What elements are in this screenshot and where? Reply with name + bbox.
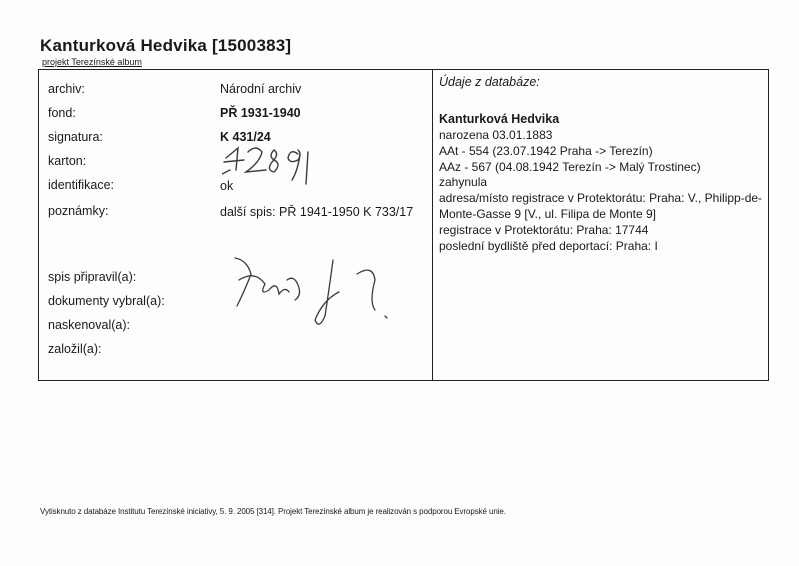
label-zalozil: založil(a): bbox=[48, 342, 102, 356]
db-line-address: adresa/místo registrace v Protektorátu: Praha: V., Philipp-de-Monte-Gasse 9 [V., ul. Filipa de Monte 9] bbox=[439, 191, 763, 221]
db-line-transport-1: AAt - 554 (23.07.1942 Praha -> Terezín) bbox=[439, 143, 653, 158]
value-identifikace: ok bbox=[220, 179, 234, 193]
database-heading: Údaje z databáze: bbox=[439, 75, 540, 89]
label-identifikace: identifikace: bbox=[48, 178, 115, 192]
db-line-fate: zahynula bbox=[439, 175, 488, 190]
project-link[interactable]: projekt Terezínské album bbox=[42, 57, 142, 67]
card-divider bbox=[432, 69, 433, 381]
value-poznamky: další spis: PŘ 1941-1950 K 733/17 bbox=[220, 205, 414, 219]
label-dokumenty-vybral: dokumenty vybral(a): bbox=[48, 294, 165, 308]
handwritten-karton-number bbox=[222, 140, 332, 190]
value-signatura: K 431/24 bbox=[220, 130, 271, 144]
db-line-registration: registrace v Protektorátu: Praha: 17744 bbox=[439, 222, 649, 237]
db-line-transport-2: AAz - 567 (04.08.1942 Terezín -> Malý Trostinec) bbox=[439, 159, 701, 174]
label-poznamky: poznámky: bbox=[48, 204, 109, 218]
db-line-birth: narozena 03.01.1883 bbox=[439, 128, 553, 142]
value-fond: PŘ 1931-1940 bbox=[220, 106, 301, 120]
label-archiv: archiv: bbox=[48, 82, 85, 96]
value-archiv: Národní archiv bbox=[220, 82, 302, 96]
label-spis-pripravil: spis připravil(a): bbox=[48, 270, 137, 284]
print-footer: Vytisknuto z databáze Institutu Terezínské iniciativy, 5. 9. 2005 [314]. Projekt Terezínské album je realizován s podporou Evropské unie. bbox=[40, 507, 506, 516]
label-fond: fond: bbox=[48, 106, 76, 120]
db-line-last-residence: poslední bydliště před deportací: Praha: I bbox=[439, 238, 658, 253]
label-naskenoval: naskenoval(a): bbox=[48, 318, 130, 332]
signature-mark bbox=[225, 250, 405, 335]
database-person-name: Kanturková Hedvika bbox=[439, 112, 560, 126]
label-karton: karton: bbox=[48, 154, 87, 168]
label-signatura: signatura: bbox=[48, 130, 103, 144]
database-details bbox=[439, 128, 765, 254]
page-title: Kanturková Hedvika [1500383] bbox=[40, 36, 292, 55]
